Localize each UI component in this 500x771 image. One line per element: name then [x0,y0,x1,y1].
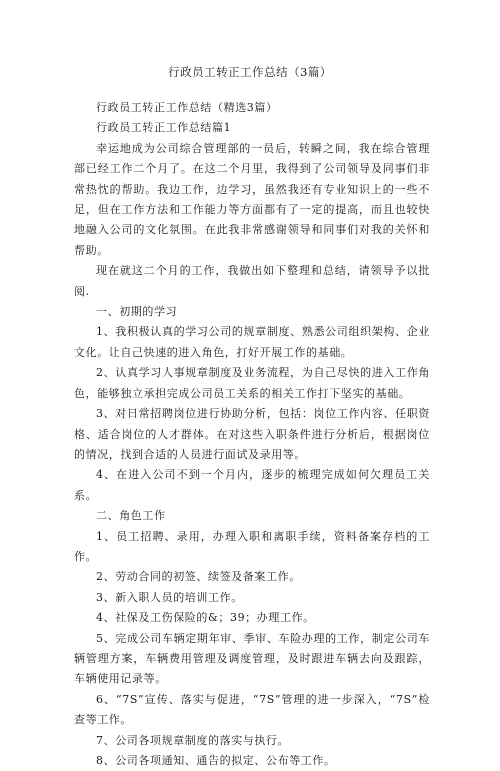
list-item: 8、公司各项通知、通告的拟定、公布等工作。 [96,754,336,767]
list-item: 1、员工招聘、录用，办理入职和离职手续，资料备案存档的工作。 [74,529,430,563]
list-item: 2、认真学习人事规章制度及业务流程，为自己尽快的进入工作角色，能够独立承担完成公司员工关系的相关工作打下坚实的基础。 [74,366,430,400]
list-item: 1、我积极认真的学习公司的规章制度、熟悉公司组织架构、企业文化。让自己快速的进入角色，打好开展工作的基础。 [74,325,430,359]
list-item: 3、新入职人员的培训工作。 [96,590,243,604]
list-item: 6、“7S”宣传、落实与促进，“7S”管理的进一步深入，“7S”检查等工作。 [74,692,430,727]
list-item: 3、对日常招聘岗位进行协助分析，包括：岗位工作内容、任职资格、适合岗位的人才群体。在对这些入职条件进行分析后，根据岗位的情况，找到合适的人员进行面试及录用等。 [74,407,430,461]
list-item: 4、社保及工伤保险的&；39；办理工作。 [96,611,315,625]
section-heading: 行政员工转正工作总结篇1 [96,121,232,135]
document-body [74,98,430,771]
list-item: 5、完成公司车辆定期年审、季审、车险办理的工作，制定公司车辆管理方案，车辆费用管理及调度管理，及时跟进车辆去向及跟踪，车辆使用记录等。 [74,631,430,686]
section-heading: 二、角色工作 [96,509,166,523]
list-item: 2、劳动合同的初签、续签及备案工作。 [96,570,301,584]
paragraph: 现在就这二个月的工作，我做出如下整理和总结，请领导予以批阅. [74,264,430,298]
list-item: 4、在进入公司不到一个月内，逐步的梳理完成如何欠理员工关系。 [74,468,430,502]
list-item: 7、公司各项规章制度的落实与执行。 [96,733,290,747]
section-heading: 一、初期的学习 [96,305,178,319]
subtitle: 行政员工转正工作总结（精选3篇） [96,101,278,114]
paragraph: 幸运地成为公司综合管理部的一员后，转瞬之间，我在综合管理部已经工作二个月了。在这二个月里，我得到了公司领导及同事们非常热忱的帮助。我边工作，边学习，虽然我还有专业知识上的一些不足，但在工作方法和工作能力等方面都有了一定的提高，而且也较快地融入公司的文化氛围。在此我非常感谢领导和同事们对我的关怀和帮助。 [74,141,430,257]
document-title: 行政员工转正工作总结（3篇） [168,65,332,79]
